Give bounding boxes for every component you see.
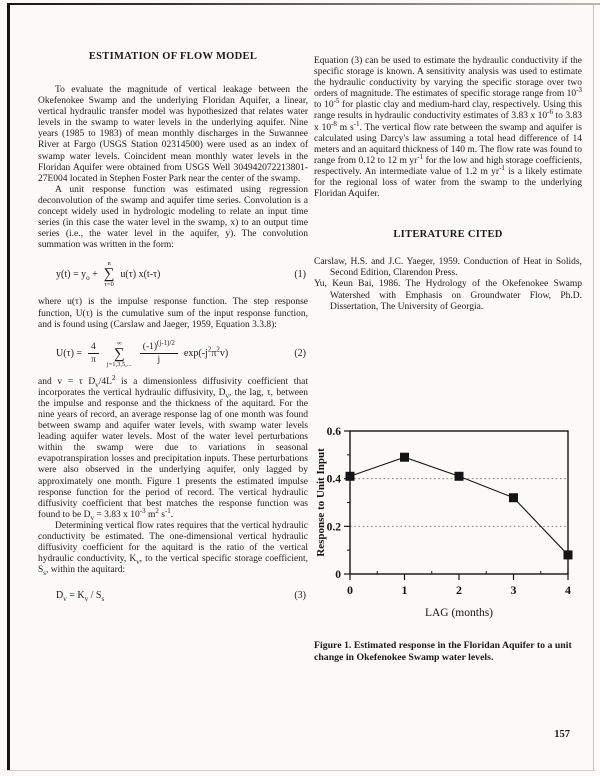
paragraph-unit-response: A unit response function was estimated using regression deconvolution of the swamp and aquifer time series. Convolution is a concept widely used in hydrologic modeling to relate an input time series (in this case the water level in the swamp, x) to an output time series (i.e., the water level in the aquifer, y). The convolution summation was written in the form: <box>38 184 308 251</box>
svg-text:Response to Unit Input: Response to Unit Input <box>315 447 327 557</box>
scan-edge-top <box>7 3 600 5</box>
paragraph-conductivity-estimates: Equation (3) can be used to estimate the hydraulic conductivity if the specific storage is known. A sensitivity analysis was used to estimate the hydraulic conductivity by varying the specific storage over two orders of magnitude. The estimates of specific storage range from $10^{-3}$ to $10^{-5}$ for plastic clay and medium-hard clay, respectively. Using this range results in hydraulic conductivity estimates of 3.83 x $10^{-6}$ to 3.83 x $10^{-8}$ m $s^{-1}$. The vertical flow rate between the swamp and aquifer is calculated using Darcy's law assuming a total head difference of 14 meters and an aquitard thickness of 140 m. The flow rate was found to range from 0.12 to 12 m $yr^{-1}$ for the low and high storage coefficients, respectively. An intermediate value of 1.2 m $yr^{-1}$ is a likely estimate for the regional loss of water from the swamp to the underlying Floridan Aquifer. <box>314 56 583 200</box>
figure-1 <box>314 419 582 664</box>
summation-symbol: n ∑ τ=0 <box>103 260 115 289</box>
equation-2-exp-term: $\exp(-j^2\pi^2v)$ <box>183 345 229 360</box>
figure-1-caption: Figure 1. Estimated response in the Floridan Aquifer to a unit change in Okefenokee Swamp water levels. <box>314 639 572 663</box>
svg-text:LAG (months): LAG (months) <box>424 606 494 619</box>
svg-text:3: 3 <box>510 582 517 597</box>
right-column <box>314 56 582 664</box>
section-heading: ESTIMATION OF FLOW MODEL <box>88 51 258 62</box>
scan-edge-left <box>7 3 10 771</box>
paragraph-impulse-response: where u(τ) is the impulse response function. The step response function, U(τ) is the cumulative sum of the input response function, and is found using (Carslaw and Jaeger, 1959, Equation 3.3.8): <box>38 297 308 330</box>
equation-1-lhs: $y(t) = y_o$ + <box>56 268 98 282</box>
svg-text:0.2: 0.2 <box>326 521 341 534</box>
reference-yu: Yu, Keun Bai, 1986. The Hydrology of the Okefenokee Swamp Watershed with Emphasis on Groundwater Flow, Ph.D. Dissertation, The University of Georgia. <box>314 279 582 312</box>
summation-symbol: ∞ ∑ j=1,3,5,... <box>106 339 132 368</box>
equation-2 <box>38 340 308 368</box>
page-number: 157 <box>554 729 570 740</box>
equation-1-number: (1) <box>294 268 306 280</box>
fraction-4-pi: $\frac{4}{\pi}$ <box>88 342 99 365</box>
equation-3-body: $D_v = K_v / S_s$ <box>56 590 105 604</box>
paragraph-diffusivity: and v = τ $D_v/4L^2$ is a dimensionless diffusivity coefficient that incorporates the vertical hydraulic diffusivity, $D_v$, the lag, τ, between the impulse and response and the thickness of the aquitard. For the nine years of record, an average response lag of one month was found between swamp and aquifer water levels, with swamp water levels leading aquifer water levels. Most of the water level perturbations within the swamp were due to variations in seasonal evapotranspiration losses and precipitation inputs. These perturbations were also observed in the underlying aquifer, only lagged by approximately one month. Figure 1 presents the estimated impulse response function for the period of record. The vertical hydraulic diffusivity coefficient that best matches the response function was found to be $D_v = 3.83$ x $10^{-3}$ $m^2$ $s^{-1}$. <box>38 373 308 522</box>
svg-text:1: 1 <box>401 582 408 597</box>
equation-2-lhs: U(τ) = <box>56 348 83 360</box>
equation-3 <box>38 590 308 604</box>
equation-1-rhs: u(τ) x(t-τ) <box>120 268 161 280</box>
fraction-series-term: $\frac{(-1)^{(j-1)/2}}{j}$ <box>140 342 178 365</box>
figure-1-chart <box>314 419 582 635</box>
equation-1 <box>38 260 308 288</box>
paragraph-flow-model-intro: To evaluate the magnitude of vertical leakage between the Okefenokee Swamp and the underlying Floridan Aquifer, a linear, vertical hydraulic transfer model was hypothesized that relates water levels in the swamp to water levels in the underlying aquifer. Nine years (1985 to 1983) of mean monthly discharges in the Suwannee River at Fargo (USGS Station 02314500) were used as an index of swamp water levels. Coincident mean monthly water levels in the Floridan Aquifer were obtained from USGS Well 304942072213801-27E004 located in Stephen Foster Park near the center of the swamp. <box>38 85 308 184</box>
svg-text:2: 2 <box>456 582 462 597</box>
scan-edge-bottom <box>7 770 595 771</box>
svg-text:4: 4 <box>565 582 571 597</box>
figure-1-chart-svg <box>314 419 580 631</box>
paragraph-flow-rates: Determining vertical flow rates requires that the vertical hydraulic conductivity be estimated. The one-dimensional vertical hydraulic diffusivity coefficient for the aquitard is the ratio of the vertical hydraulic conductivity, $K_v$, to the vertical specific storage coefficient, $S_s$, within the aquitard: <box>38 520 308 578</box>
svg-text:0.4: 0.4 <box>326 473 341 486</box>
left-column <box>38 50 308 604</box>
equation-3-number: (3) <box>294 590 306 602</box>
equation-2-number: (2) <box>294 348 306 360</box>
svg-text:0: 0 <box>347 582 353 597</box>
reference-carslaw: Carslaw, H.S. and J.C. Yaeger, 1959. Conduction of Heat in Solids, Second Edition, Clarendon Press. <box>314 257 582 279</box>
literature-cited-heading: LITERATURE CITED <box>393 229 503 241</box>
svg-text:0.6: 0.6 <box>326 425 341 438</box>
svg-text:0: 0 <box>335 568 341 581</box>
scan-edge-right <box>593 5 594 771</box>
